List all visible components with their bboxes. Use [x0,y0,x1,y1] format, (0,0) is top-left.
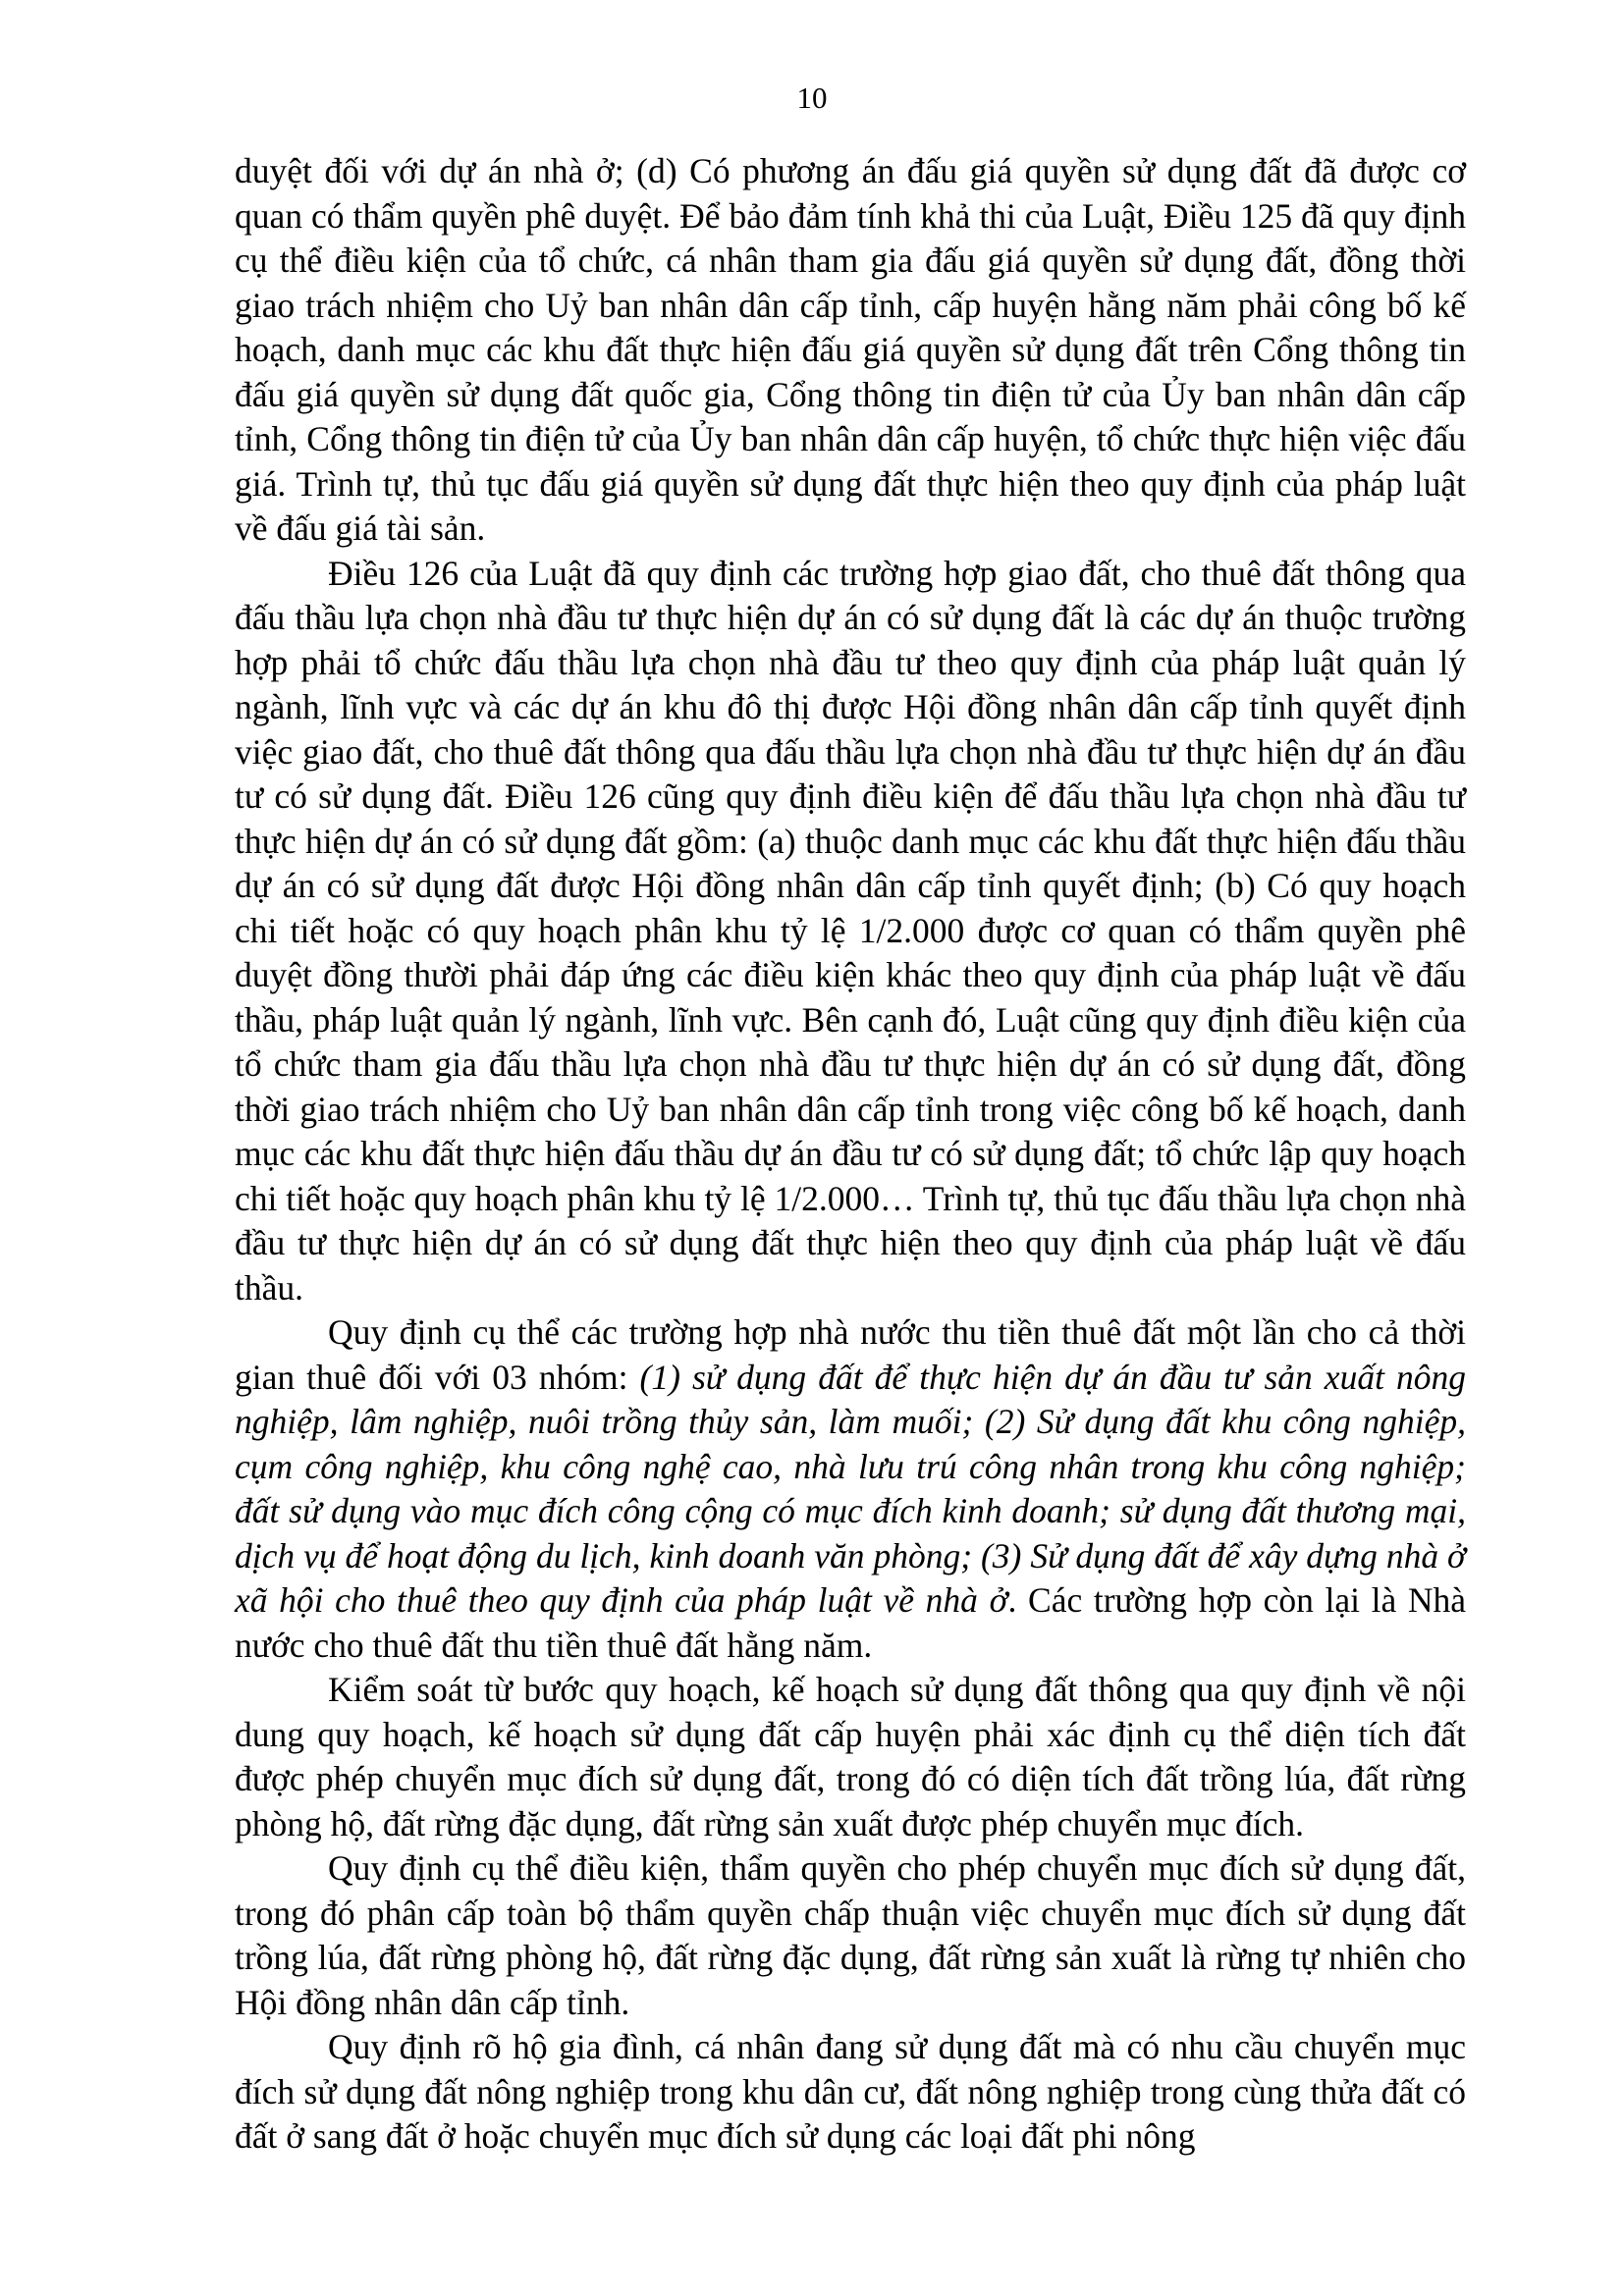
paragraph [235,552,1466,1311]
paragraph [235,149,1466,552]
paragraph-text: Quy định cụ thể điều kiện, thẩm quyền cho phép chuyển mục đích sử dụng đất, trong đó phân cấp toàn bộ thẩm quyền chấp thuận việc chuyển mục đích sử dụng đất trồng lúa, đất rừng phòng hộ, đất rừng đặc dụng, đất rừng sản xuất là rừng tự nhiên cho Hội đồng nhân dân cấp tỉnh. [235,1848,1466,2022]
paragraph-text: Kiểm soát từ bước quy hoạch, kế hoạch sử dụng đất thông qua quy định về nội dung quy hoạch, kế hoạch sử dụng đất cấp huyện phải xác định cụ thể diện tích đất được phép chuyển mục đích sử dụng đất, trong đó có diện tích đất trồng lúa, đất rừng phòng hộ, đất rừng đặc dụng, đất rừng sản xuất được phép chuyển mục đích. [235,1670,1466,1843]
paragraph [235,1668,1466,1846]
paragraph [235,1310,1466,1668]
paragraph-text: Quy định cụ thể các trường hợp nhà nước thu tiền thuê đất một lần cho cả thời gian thuê đối với 03 nhóm: [235,1312,1466,1397]
paragraph-text: . Các trường hợp còn lại là Nhà nước cho thuê đất thu tiền thuê đất hằng năm. [235,1580,1466,1665]
paragraph [235,1846,1466,2025]
italic-text: (1) sử dụng đất để thực hiện dự án đầu tư sản xuất nông nghiệp, lâm nghiệp, nuôi trồng thủy sản, làm muối; (2) Sử dụng đất khu công nghiệp, cụm công nghiệp, khu công nghệ cao, nhà lưu trú công nhân trong khu công nghiệp; đất sử dụng vào mục đích công cộng có mục đích kinh doanh; sử dụng đất thương mại, dịch vụ để hoạt động du lịch, kinh doanh văn phòng; (3) Sử dụng đất để xây dựng nhà ở xã hội cho thuê theo quy định của pháp luật về nhà ở [235,1357,1466,1620]
page-number: 10 [796,80,828,115]
paragraph-text: duyệt đối với dự án nhà ở; (d) Có phương án đấu giá quyền sử dụng đất đã được cơ quan có thẩm quyền phê duyệt. Để bảo đảm tính khả thi của Luật, Điều 125 đã quy định cụ thể điều kiện của tổ chức, cá nhân tham gia đấu giá quyền sử dụng đất, đồng thời giao trách nhiệm cho Uỷ ban nhân dân cấp tỉnh, cấp huyện hằng năm phải công bố kế hoạch, danh mục các khu đất thực hiện đấu giá quyền sử dụng đất trên Cổng thông tin đấu giá quyền sử dụng đất quốc gia, Cổng thông tin điện tử của Ủy ban nhân dân cấp tỉnh, Cổng thông tin điện tử của Ủy ban nhân dân cấp huyện, tổ chức thực hiện việc đấu giá. Trình tự, thủ tục đấu giá quyền sử dụng đất thực hiện theo quy định của pháp luật về đấu giá tài sản. [235,151,1466,548]
body-text [235,149,1466,2160]
paragraph-text: Điều 126 của Luật đã quy định các trường hợp giao đất, cho thuê đất thông qua đấu thầu lựa chọn nhà đầu tư thực hiện dự án có sử dụng đất là các dự án thuộc trường hợp phải tổ chức đấu thầu lựa chọn nhà đầu tư theo quy định của pháp luật quản lý ngành, lĩnh vực và các dự án khu đô thị được Hội đồng nhân dân cấp tỉnh quyết định việc giao đất, cho thuê đất thông qua đấu thầu lựa chọn nhà đầu tư thực hiện dự án đầu tư có sử dụng đất. Điều 126 cũng quy định điều kiện để đấu thầu lựa chọn nhà đầu tư thực hiện dự án có sử dụng đất gồm: (a) thuộc danh mục các khu đất thực hiện đấu thầu dự án có sử dụng đất được Hội đồng nhân dân cấp tỉnh quyết định; (b) Có quy hoạch chi tiết hoặc có quy hoạch phân khu tỷ lệ 1/2.000 được cơ quan có thẩm quyền phê duyệt đồng thười phải đáp ứng các điều kiện khác theo quy định của pháp luật về đấu thầu, pháp luật quản lý ngành, lĩnh vực. Bên cạnh đó, Luật cũng quy định điều kiện của tổ chức tham gia đấu thầu lựa chọn nhà đầu tư thực hiện dự án có sử dụng đất, đồng thời giao trách nhiệm cho Uỷ ban nhân dân cấp tỉnh trong việc công bố kế hoạch, danh mục các khu đất thực hiện đấu thầu dự án đầu tư có sử dụng đất; tổ chức lập quy hoạch chi tiết hoặc quy hoạch phân khu tỷ lệ 1/2.000… Trình tự, thủ tục đấu thầu lựa chọn nhà đầu tư thực hiện dự án có sử dụng đất thực hiện theo quy định của pháp luật về đấu thầu. [235,553,1466,1308]
paragraph [235,2025,1466,2160]
paragraph-text: Quy định rõ hộ gia đình, cá nhân đang sử dụng đất mà có nhu cầu chuyển mục đích sử dụng đất nông nghiệp trong khu dân cư, đất nông nghiệp trong cùng thửa đất có đất ở sang đất ở hoặc chuyển mục đích sử dụng các loại đất phi nông [235,2027,1466,2156]
